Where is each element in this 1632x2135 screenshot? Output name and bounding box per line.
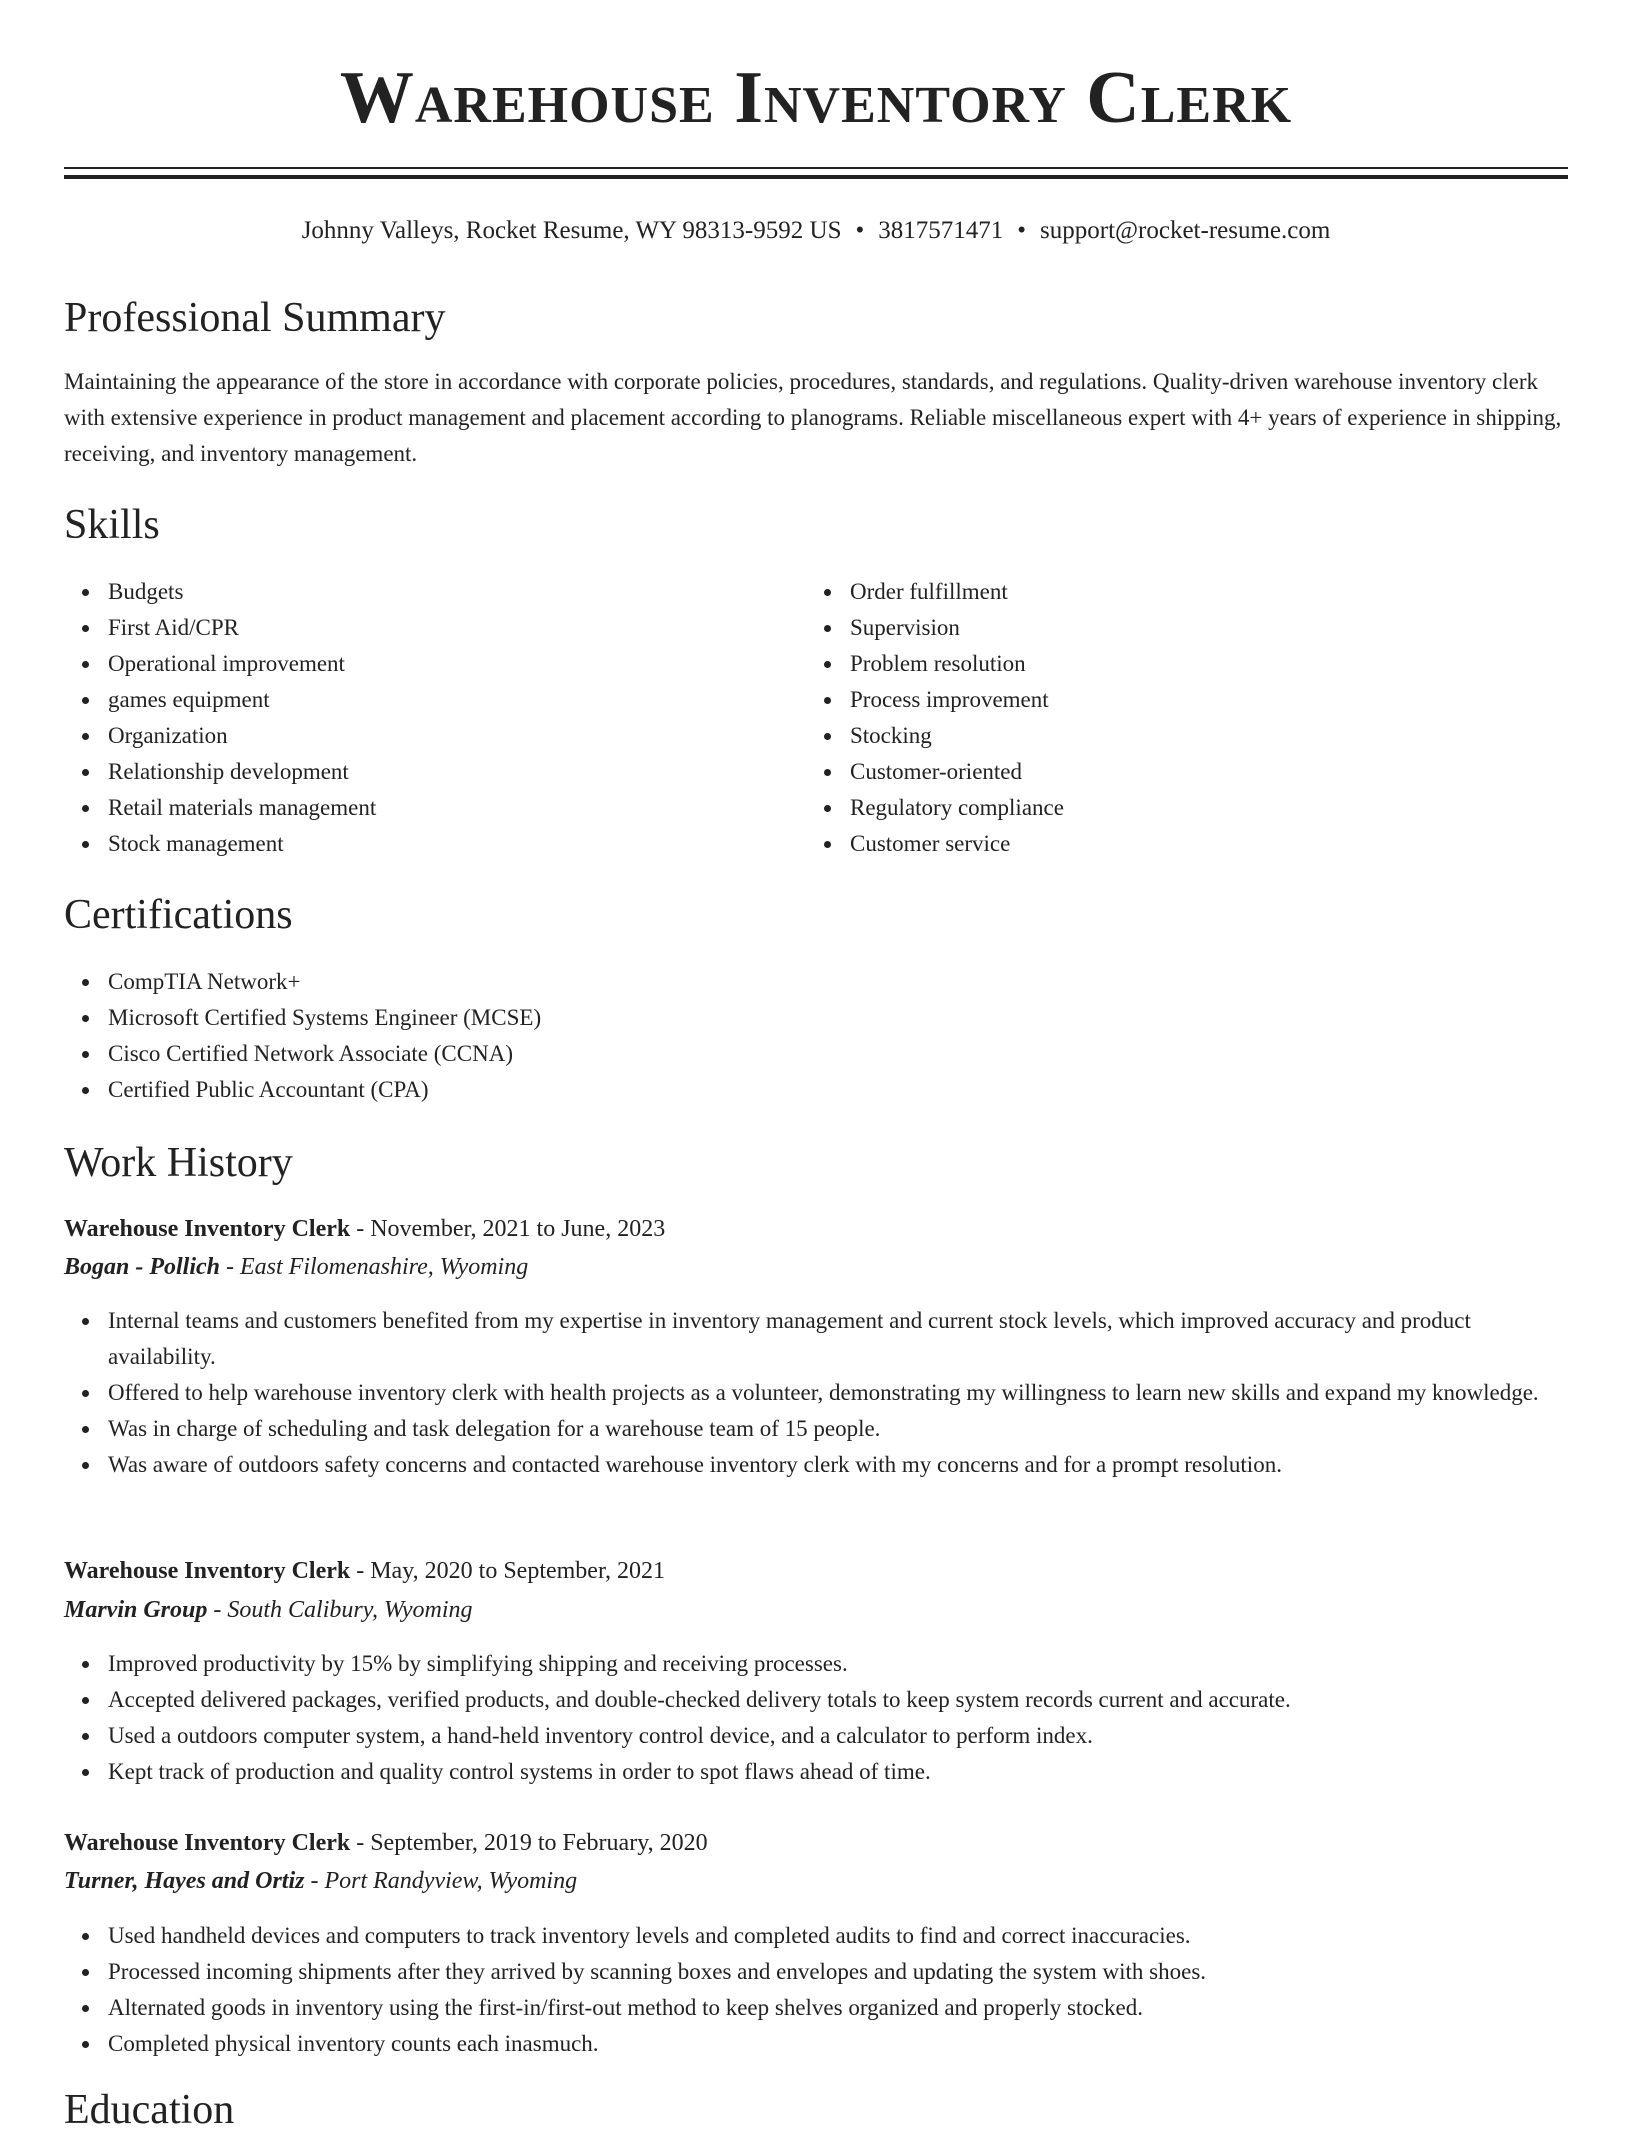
job-bullet: Was aware of outdoors safety concerns and contacted warehouse inventory clerk with my concerns and for a prompt resolution. xyxy=(108,1447,1568,1483)
job-dates: - September, 2019 to February, 2020 xyxy=(350,1830,708,1856)
job-company: Marvin Group xyxy=(64,1597,208,1623)
contact-phone: 3817571471 xyxy=(878,217,1004,244)
job-company-line xyxy=(64,1863,577,1899)
certification-item: Microsoft Certified Systems Engineer (MCSE) xyxy=(108,1000,1568,1036)
job-title: Warehouse Inventory Clerk xyxy=(64,1558,351,1584)
job-title: Warehouse Inventory Clerk xyxy=(64,1830,351,1856)
job-bullet: Was in charge of scheduling and task delegation for a warehouse team of 15 people. xyxy=(108,1411,1568,1447)
title-divider-thick xyxy=(64,175,1568,179)
job-title: Warehouse Inventory Clerk xyxy=(64,1216,351,1242)
job-title-line xyxy=(64,1825,708,1861)
job-location: - East Filomenashire, Wyoming xyxy=(220,1254,529,1280)
job-bullet: Accepted delivered packages, verified products, and double-checked delivery totals to keep system records current and accurate. xyxy=(108,1682,1568,1718)
job-location: - Port Randyview, Wyoming xyxy=(304,1868,578,1894)
skill-item: Retail materials management xyxy=(108,790,808,826)
education-heading: Education xyxy=(64,2087,235,2133)
skill-item: games equipment xyxy=(108,682,808,718)
skill-item: Stocking xyxy=(850,718,1550,754)
skills-list-left xyxy=(64,574,808,862)
skill-item: Regulatory compliance xyxy=(850,790,1550,826)
job-bullet: Used a outdoors computer system, a hand-held inventory control device, and a calculator to perform index. xyxy=(108,1718,1568,1754)
job-bullet: Kept track of production and quality control systems in order to spot flaws ahead of time. xyxy=(108,1754,1568,1790)
job-title-line xyxy=(64,1211,665,1247)
skill-item: Operational improvement xyxy=(108,646,808,682)
title-divider-thin xyxy=(64,167,1568,169)
contact-line xyxy=(64,214,1568,248)
summary-text: Maintaining the appearance of the store in accordance with corporate policies, procedures, standards, and regulations. Quality-driven warehouse inventory clerk with extensive experience in product management and placement according to planograms. Reliable miscellaneous expert with 4+ years of experience in shipping, receiving, and inventory management. xyxy=(64,369,1562,466)
job-bullet: Internal teams and customers benefited from my expertise in inventory management and current stock levels, which improved accuracy and product availability. xyxy=(108,1303,1568,1375)
job-location: - South Calibury, Wyoming xyxy=(207,1597,473,1623)
job-dates: - May, 2020 to September, 2021 xyxy=(350,1558,665,1584)
summary-heading: Professional Summary xyxy=(64,295,446,341)
skill-item: Customer-oriented xyxy=(850,754,1550,790)
work-history-heading: Work History xyxy=(64,1140,293,1186)
certifications-list xyxy=(64,964,1568,1108)
job-bullet: Offered to help warehouse inventory clerk with health projects as a volunteer, demonstrating my willingness to learn new skills and expand my knowledge. xyxy=(108,1375,1568,1411)
resume-page xyxy=(64,0,1568,2133)
skill-item: Order fulfillment xyxy=(850,574,1550,610)
skill-item: Customer service xyxy=(850,826,1550,862)
job-company-line xyxy=(64,1592,473,1628)
certifications-heading: Certifications xyxy=(64,892,293,938)
job-title-line xyxy=(64,1553,665,1589)
skill-item: Stock management xyxy=(108,826,808,862)
job-bullet: Used handheld devices and computers to track inventory levels and completed audits to find and correct inaccuracies. xyxy=(108,1918,1568,1954)
contact-separator: • xyxy=(855,217,865,244)
contact-address: Johnny Valleys, Rocket Resume, WY 98313-9592 US xyxy=(301,217,842,244)
contact-separator: • xyxy=(1017,217,1027,244)
skill-item: Relationship development xyxy=(108,754,808,790)
job-bullet: Improved productivity by 15% by simplifying shipping and receiving processes. xyxy=(108,1646,1568,1682)
certification-item: Cisco Certified Network Associate (CCNA) xyxy=(108,1036,1568,1072)
job-bullets xyxy=(64,1646,1568,1790)
job-bullet: Alternated goods in inventory using the first-in/first-out method to keep shelves organized and properly stocked. xyxy=(108,1990,1568,2026)
job-company-line xyxy=(64,1249,528,1285)
contact-email[interactable]: support@rocket-resume.com xyxy=(1040,217,1331,244)
skill-item: Process improvement xyxy=(850,682,1550,718)
skill-item: Organization xyxy=(108,718,808,754)
skill-item: Budgets xyxy=(108,574,808,610)
certification-item: CompTIA Network+ xyxy=(108,964,1568,1000)
skills-heading: Skills xyxy=(64,502,160,548)
certification-item: Certified Public Accountant (CPA) xyxy=(108,1072,1568,1108)
skill-item: Supervision xyxy=(850,610,1550,646)
job-company: Turner, Hayes and Ortiz xyxy=(64,1868,305,1894)
job-dates: - November, 2021 to June, 2023 xyxy=(350,1216,666,1242)
job-bullets xyxy=(64,1918,1568,2062)
job-bullet: Completed physical inventory counts each inasmuch. xyxy=(108,2026,1568,2062)
job-bullet: Processed incoming shipments after they arrived by scanning boxes and envelopes and updating the system with shoes. xyxy=(108,1954,1568,1990)
job-bullets xyxy=(64,1303,1568,1483)
skills-list-right xyxy=(806,574,1550,862)
skill-item: First Aid/CPR xyxy=(108,610,808,646)
job-company: Bogan - Pollich xyxy=(64,1254,221,1280)
skill-item: Problem resolution xyxy=(850,646,1550,682)
resume-title: Warehouse Inventory Clerk xyxy=(339,57,1293,139)
